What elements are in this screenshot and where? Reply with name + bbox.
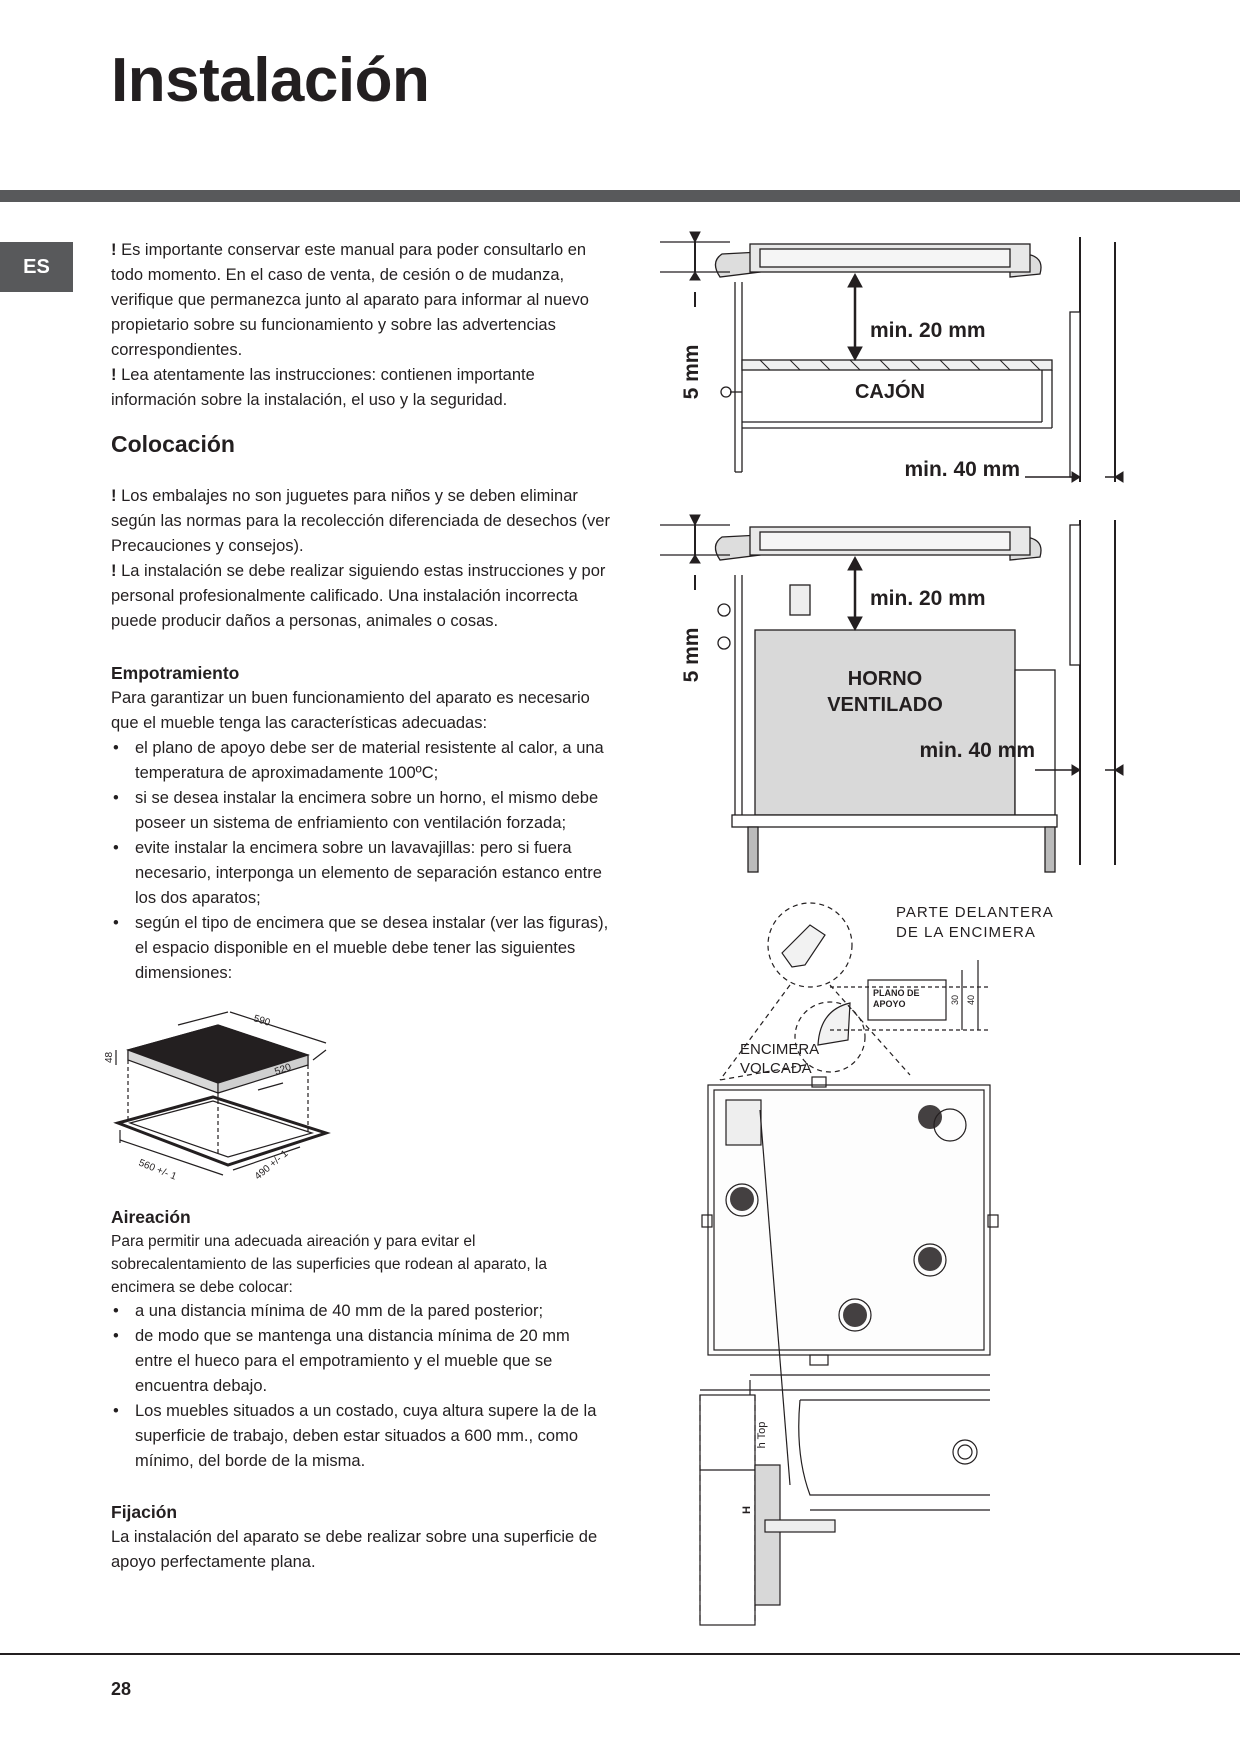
- page-number: 28: [111, 1679, 132, 1699]
- dim-height: 48: [104, 1051, 115, 1063]
- placement-section: [111, 432, 611, 634]
- fixing-text: La instalación del aparato se debe realizar sobre una superficie de apoyo perfectamente plana.: [111, 1528, 598, 1571]
- intro-block: [111, 238, 611, 413]
- footer-rule: [0, 1653, 1240, 1655]
- page-title: Instalación: [111, 46, 430, 115]
- list-item: • de modo que se mantenga una distancia mínima de 20 mm entre el hueco para el empotramiento y el mueble que se encuentra debajo.: [111, 1324, 611, 1399]
- h-label: H: [741, 1506, 753, 1514]
- list-item: • el plano de apoyo debe ser de material resistente al calor, a una temperatura de aproximadamente 100ºC;: [111, 736, 611, 786]
- front-label-2: DE LA ENCIMERA: [896, 924, 1036, 941]
- support-label-2: APOYO: [873, 999, 906, 1009]
- list-item: • a una distancia mínima de 40 mm de la pared posterior;: [111, 1299, 611, 1324]
- fixing-heading: Fijación: [111, 1502, 178, 1522]
- oven-gap-left: 5 mm: [680, 627, 703, 683]
- list-item: • Los muebles situados a un costado, cuya altura supere la de la superficie de trabajo, deben estar situados a 600 mm., como mínimo, del borde de la misma.: [111, 1399, 611, 1474]
- oven-diagram: [680, 515, 1120, 875]
- ventilation-section: [111, 1205, 611, 1474]
- builtin-section: [111, 661, 611, 986]
- ventilation-list: [111, 1299, 611, 1474]
- builtin-list: [111, 736, 611, 986]
- dim-width: 590: [252, 1013, 272, 1029]
- oven-gap-top: min. 20 mm: [870, 587, 986, 610]
- builtin-intro: Para garantizar un buen funcionamiento del aparato es necesario que el mueble tenga las características adecuadas:: [111, 689, 590, 732]
- front-label-1: PARTE DELANTERA: [896, 904, 1054, 921]
- fixing-section: [111, 1500, 611, 1575]
- support-label-1: PLANO DE: [873, 988, 920, 998]
- dim-40: 40: [966, 994, 976, 1006]
- placement-paragraph-2: ! La instalación se debe realizar siguiendo estas instrucciones y por personal profesionalmente calificado. Una instalación incorrecta puede producir daños a personas, animales o cosas.: [111, 562, 606, 630]
- dim-cut-width: 560 +/- 1: [136, 1157, 178, 1183]
- drawer-gap-top: min. 20 mm: [870, 319, 986, 342]
- dim-30: 30: [950, 994, 960, 1006]
- list-item: • evite instalar la encimera sobre un lavavajillas: pero si fuera necesario, interponga un elemento de separación estanco entre los dos aparatos;: [111, 836, 611, 911]
- list-item: • si se desea instalar la encimera sobre un horno, el mismo debe poseer un sistema de enfriamiento con ventilación forzada;: [111, 786, 611, 836]
- h-top-label: h Top: [756, 1421, 768, 1449]
- drawer-gap-back: min. 40 mm: [904, 458, 1020, 481]
- drawer-gap-left: 5 mm: [680, 344, 703, 400]
- upturned-label-1: ENCIMERA: [740, 1041, 820, 1058]
- intro-paragraph-2: ! Lea atentamente las instrucciones: contienen importante información sobre la instalación, el uso y la seguridad.: [111, 366, 535, 409]
- header-rule: [0, 190, 1240, 202]
- oven-label-2: VENTILADO: [827, 694, 943, 716]
- dim-depth: 520: [273, 1061, 293, 1078]
- oven-label-1: HORNO: [847, 668, 923, 690]
- language-tab: ES: [0, 242, 73, 292]
- fixing-diagram: [700, 895, 1100, 1615]
- builtin-heading: Empotramiento: [111, 663, 240, 683]
- cutout-diagram: [104, 1005, 348, 1205]
- drawer-diagram: [680, 232, 1120, 490]
- ventilation-heading: Aireación: [111, 1207, 191, 1227]
- drawer-label: CAJÓN: [854, 381, 926, 403]
- placement-heading: Colocación: [111, 431, 235, 457]
- upturned-label-2: VOLCADA: [740, 1060, 812, 1077]
- ventilation-intro: Para permitir una adecuada aireación y para evitar el sobrecalentamiento de las superficies que rodean al aparato, la encimera se debe colocar:: [111, 1233, 547, 1296]
- oven-gap-back: min. 40 mm: [919, 739, 1035, 762]
- placement-paragraph-1: ! Los embalajes no son juguetes para niños y se deben eliminar según las normas para la recolección diferenciada de desechos (ver Precauciones y consejos).: [111, 487, 610, 555]
- intro-paragraph-1: ! Es importante conservar este manual para poder consultarlo en todo momento. En el caso de venta, de cesión o de mudanza, verifique que permanezca junto al aparato para informar al nuevo propietario sobre su funcionamiento y sobre las advertencias correspondientes.: [111, 241, 589, 359]
- dim-cut-depth: 490 +/- 1: [252, 1148, 291, 1183]
- list-item: • según el tipo de encimera que se desea instalar (ver las figuras), el espacio disponible en el mueble debe tener las siguientes dimensiones:: [111, 911, 611, 986]
